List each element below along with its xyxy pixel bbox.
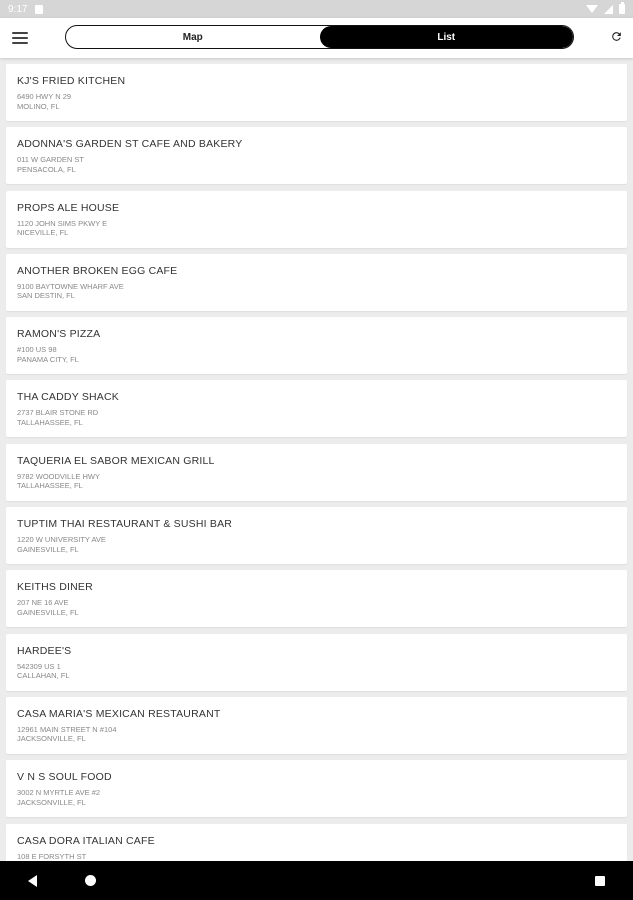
status-right [586, 4, 625, 14]
restaurant-list[interactable] [0, 58, 633, 861]
map-list-toggle [65, 25, 574, 49]
restaurant-city: GAINESVILLE, FL [17, 544, 79, 554]
restaurant-name: V N S SOUL FOOD [17, 771, 112, 784]
hamburger-line [12, 32, 28, 34]
back-icon[interactable] [28, 875, 37, 887]
restaurant-name: RAMON'S PIZZA [17, 328, 101, 341]
restaurant-city: PENSACOLA, FL [17, 164, 76, 174]
restaurant-city: NICEVILLE, FL [17, 228, 69, 238]
restaurant-name: CASA DORA ITALIAN CAFE [17, 834, 155, 847]
restaurant-address: 1120 JOHN SIMS PKWY E [17, 218, 108, 228]
restaurant-name: ADONNA'S GARDEN ST CAFE AND BAKERY [17, 138, 243, 151]
tab-list[interactable]: List [320, 26, 574, 48]
restaurant-city: TALLAHASSEE, FL [17, 417, 83, 427]
wifi-icon [586, 5, 598, 13]
status-time: 9:17 [8, 3, 28, 15]
restaurant-address: 1220 W UNIVERSITY AVE [17, 535, 106, 545]
restaurant-address: 9782 WOODVILLE HWY [17, 471, 100, 481]
app-bar [0, 18, 633, 58]
list-item[interactable] [6, 444, 627, 501]
restaurant-city: GAINESVILLE, FL [17, 607, 79, 617]
restaurant-address: 011 W GARDEN ST [17, 155, 84, 165]
list-item[interactable] [6, 127, 627, 184]
status-bar [0, 0, 633, 18]
restaurant-city: CALLAHAN, FL [17, 671, 70, 681]
restaurant-name: KEITHS DINER [17, 581, 93, 594]
restaurant-address: 108 E FORSYTH ST [17, 851, 87, 861]
list-item[interactable] [6, 64, 627, 121]
restaurant-name: KJ'S FRIED KITCHEN [17, 75, 126, 87]
list-item[interactable] [6, 191, 627, 248]
restaurant-city: JACKSONVILLE, FL [17, 734, 86, 744]
restaurant-name: CASA MARIA'S MEXICAN RESTAURANT [17, 707, 221, 720]
sd-card-icon [35, 5, 43, 14]
list-item[interactable] [6, 634, 627, 691]
restaurant-address: 6490 HWY N 29 [17, 92, 72, 101]
restaurant-city: MOLINO, FL [17, 101, 60, 111]
restaurant-address: 542309 US 1 [17, 661, 61, 671]
hamburger-icon[interactable] [12, 32, 28, 44]
restaurant-name: HARDEE'S [17, 644, 72, 657]
restaurant-address: 3002 N MYRTLE AVE #2 [17, 788, 101, 798]
restaurant-city: TALLAHASSEE, FL [17, 481, 83, 491]
restaurant-name: TAQUERIA EL SABOR MEXICAN GRILL [17, 454, 215, 467]
restaurant-address: 2737 BLAIR STONE RD [17, 408, 99, 418]
list-item[interactable] [6, 380, 627, 437]
list-item[interactable] [6, 760, 627, 817]
restaurant-name: TUPTIM THAI RESTAURANT & SUSHI BAR [17, 518, 233, 531]
restaurant-address: 207 NE 16 AVE [17, 598, 69, 608]
restaurant-name: PROPS ALE HOUSE [17, 201, 120, 214]
restaurant-city: PANAMA CITY, FL [17, 354, 79, 364]
restaurant-address: 9100 BAYTOWNE WHARF AVE [17, 281, 124, 291]
home-icon[interactable] [85, 875, 96, 886]
restaurant-name: THA CADDY SHACK [17, 391, 119, 404]
signal-icon [604, 5, 613, 14]
list-item[interactable] [6, 824, 627, 861]
list-item[interactable] [6, 254, 627, 311]
battery-icon [619, 4, 625, 14]
list-item[interactable] [6, 697, 627, 754]
list-item[interactable] [6, 507, 627, 564]
restaurant-city: JACKSONVILLE, FL [17, 797, 86, 807]
restaurant-name: ANOTHER BROKEN EGG CAFE [17, 264, 178, 277]
status-left [8, 4, 43, 15]
restaurant-address: 12961 MAIN STREET N #104 [17, 724, 117, 734]
recents-icon[interactable] [595, 876, 605, 886]
hamburger-line [12, 42, 28, 44]
refresh-icon[interactable] [610, 30, 623, 43]
list-item[interactable] [6, 570, 627, 627]
tab-map[interactable]: Map [182, 31, 203, 43]
system-nav-bar [0, 861, 633, 900]
restaurant-address: #100 US 98 [17, 345, 57, 355]
hamburger-line [12, 37, 28, 39]
restaurant-city: SAN DESTIN, FL [17, 291, 75, 301]
list-item[interactable] [6, 317, 627, 374]
